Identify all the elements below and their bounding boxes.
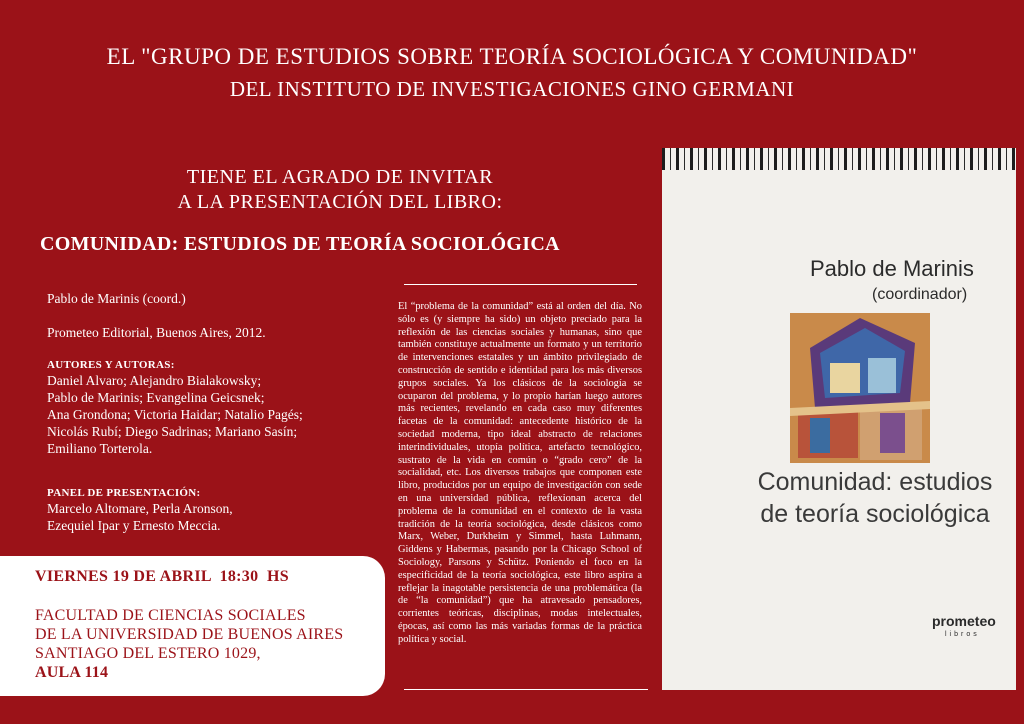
authors-line: Daniel Alvaro; Alejandro Bialakowsky; xyxy=(47,373,262,388)
invitation-line-1: TIENE EL AGRADO DE INVITAR xyxy=(186,166,494,188)
authors-section xyxy=(47,358,387,457)
divider-bottom xyxy=(404,689,648,690)
book-title: COMUNIDAD: ESTUDIOS DE TEORÍA SOCIOLÓGICA xyxy=(40,233,560,255)
event-date: VIERNES 19 DE ABRIL 18:30 HS xyxy=(35,568,289,585)
cover-title-line: de teoría sociológica xyxy=(760,500,990,528)
cover-author: Pablo de Marinis xyxy=(810,256,974,281)
cover-title xyxy=(740,466,1010,530)
publisher-info: Prometeo Editorial, Buenos Aires, 2012. xyxy=(47,325,266,340)
authors-line: Nicolás Rubí; Diego Sadrinas; Mariano Sasín; xyxy=(47,424,298,439)
cover-role: (coordinador) xyxy=(872,286,968,303)
authors-label: AUTORES Y AUTORAS: xyxy=(47,359,175,371)
panel-section xyxy=(47,486,387,534)
book-blurb: El “problema de la comunidad” está al orden del día. No sólo es (y siempre ha sido) un objeto preciado para la reflexión de las ciencias sociales y humanas, sino que también constituye actualmente un formato y un territorio de intervenciones estatales y un ámbito privilegiado de construcción de sentido e identidad para los más diversos grupos sociales. Ya los clásicos de la sociología se ocuparon del problema, y lo propio harían luego autores más recientes, revelando en cada caso muy diferentes facetas de la comunidad: antecedente histórico de la sociedad moderna, tipo ideal abstracto de relaciones interindividuales, utopía política, artefacto tecnológico, sustrato de la vida en común o “grado cero” de la socialidad, etc. Los diversos trabajos que componen este libro, producidos por un equipo de investigación con sede en una universidad pública, reflexionan acerca del problema de la comunidad en el contexto de la vasta tradición de la teoría sociológica, desde clásicos como Marx, Weber, Durkheim y Simmel, hasta Luhmann, Giddens y Habermas, pasando por la Chicago School of Sociology, Parsons y Schütz. Poniendo el foco en la especificidad de la teoría sociológica, este libro aspira a reflejar la inagotable persistencia de una problemática (la de “la comunidad”) que ha atravesado pensadores, corrientes teóricas, disciplinas, modas intelectuales, épocas, así como las más variadas formas de la práctica política y social. xyxy=(398,301,642,645)
panel-line: Marcelo Altomare, Perla Aronson, xyxy=(47,501,233,516)
panel-label: PANEL DE PRESENTACIÓN: xyxy=(47,487,201,499)
authors-line: Ana Grondona; Victoria Haidar; Natalio Pagés; xyxy=(47,407,303,422)
cover-painting-image xyxy=(790,313,930,463)
venue-line: SANTIAGO DEL ESTERO 1029, xyxy=(35,645,261,662)
panel-line: Ezequiel Ipar y Ernesto Meccia. xyxy=(47,518,221,533)
venue-room: AULA 114 xyxy=(35,664,109,681)
header-line-1: EL "GRUPO DE ESTUDIOS SOBRE TEORÍA SOCIOLÓGICA Y COMUNIDAD" xyxy=(106,44,918,69)
authors-line: Emiliano Torterola. xyxy=(47,441,153,456)
book-cover xyxy=(662,148,1016,690)
coordinator: Pablo de Marinis (coord.) xyxy=(47,291,186,306)
venue-line: FACULTAD DE CIENCIAS SOCIALES xyxy=(35,607,306,624)
publisher-logo-sub: libros xyxy=(945,631,980,638)
publisher-logo: prometeo xyxy=(932,613,996,629)
cover-barcode-stripe xyxy=(662,148,1016,170)
event-venue xyxy=(35,606,343,682)
divider-top xyxy=(404,284,637,285)
venue-line: DE LA UNIVERSIDAD DE BUENOS AIRES xyxy=(35,626,344,643)
event-info-box xyxy=(0,556,385,696)
header-line-2: DEL INSTITUTO DE INVESTIGACIONES GINO GERMANI xyxy=(229,77,795,101)
cover-title-line: Comunidad: estudios xyxy=(757,468,993,496)
authors-line: Pablo de Marinis; Evangelina Geicsnek; xyxy=(47,390,265,405)
invitation-line-2: A LA PRESENTACIÓN DEL LIBRO: xyxy=(177,191,503,213)
